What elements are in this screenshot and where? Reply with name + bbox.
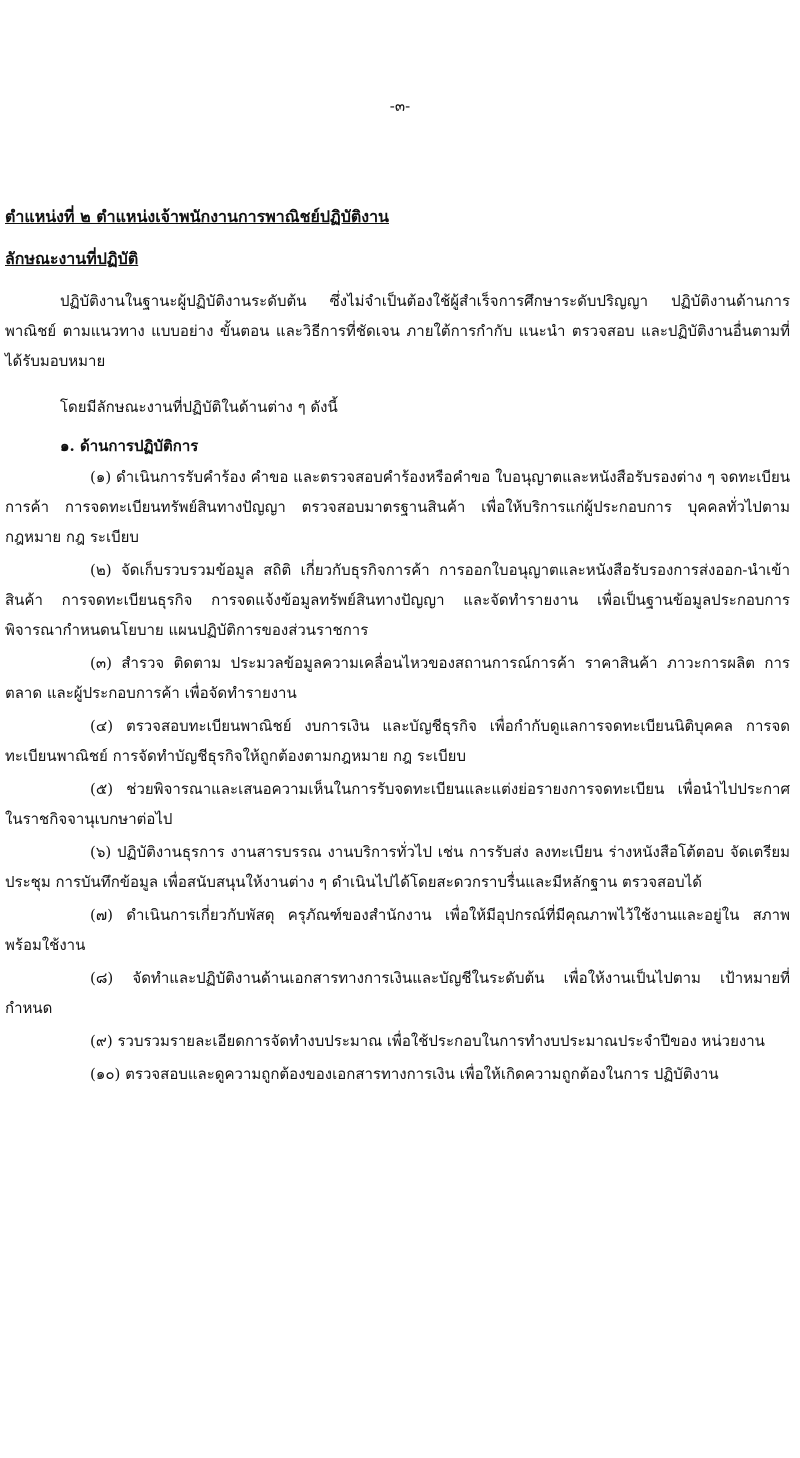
duty-item: (๗) ดำเนินการเกี่ยวกับพัสดุ ครุภัณฑ์ของสำนักงาน เพื่อให้มีอุปกรณ์ที่มีคุณภาพไว้ใช้งานและอยู่ใน สภาพพร้อมใช้งาน — [5, 906, 790, 954]
operations-subheading: ๑. ด้านการปฏิบัติการ — [60, 437, 199, 455]
duty-item: (๓) สำรวจ ติดตาม ประมวลข้อมูลความเคลื่อนไหวของสถานการณ์การค้า ราคาสินค้า ภาวะการผลิต การตลาด และผู้ประกอบการค้า เพื่อจัดทำรายงาน — [5, 654, 790, 702]
duty-item: (๑๐) ตรวจสอบและดูความถูกต้องของเอกสารทางการเงิน เพื่อให้เกิดความถูกต้องในการ ปฏิบัติงาน — [90, 1065, 719, 1083]
duty-item: (๙) รวบรวมรายละเอียดการจัดทำงบประมาณ เพื่อใช้ประกอบในการทำงบประมาณประจำปีของ หน่วยงาน — [90, 1032, 765, 1050]
section-heading: ลักษณะงานที่ปฏิบัติ — [5, 249, 139, 268]
duty-item: (๒) จัดเก็บรวบรวมข้อมูล สถิติ เกี่ยวกับธุรกิจการค้า การออกใบอนุญาตและหนังสือรับรองการส่งออก-นำเข้าสินค้า การจดทะเบียนธุรกิจ การจดแจ้งข้อมูลทรัพย์สินทางปัญญา และจัดทำรายงาน เพื่อเป็นฐานข้อมูลประกอบการพิจารณากำหนดนโยบาย แผนปฏิบัติการของส่วนราชการ — [5, 561, 790, 639]
duty-item: (๖) ปฏิบัติงานธุรการ งานสารบรรณ งานบริการทั่วไป เช่น การรับส่ง ลงทะเบียน ร่างหนังสือโต้ตอบ จัดเตรียมประชุม การบันทึกข้อมูล เพื่อสนับสนุนให้งานต่าง ๆ ดำเนินไปได้โดยสะดวกราบรื่นและมีหลักฐาน ตรวจสอบได้ — [5, 843, 790, 891]
duty-item: (๕) ช่วยพิจารณาและเสนอความเห็นในการรับจดทะเบียนและแต่งย่อรายงการจดทะเบียน เพื่อนำไปประกาศในราชกิจจานุเบกษาต่อไป — [5, 780, 790, 828]
duty-item: (๔) ตรวจสอบทะเบียนพาณิชย์ งบการเงิน และบัญชีธุรกิจ เพื่อกำกับดูแลการจดทะเบียนนิติบุคคล การจดทะเบียนพาณิชย์ การจัดทำบัญชีธุรกิจให้ถูกต้องตามกฎหมาย กฎ ระเบียบ — [5, 717, 790, 765]
duty-list — [5, 462, 790, 1092]
position-title: ตำแหน่งที่ ๒ ตำแหน่งเจ้าพนักงานการพาณิชย์ปฏิบัติงาน — [5, 207, 389, 226]
intro-paragraph-2: โดยมีลักษณะงานที่ปฏิบัติในด้านต่าง ๆ ดังนี้ — [60, 398, 338, 416]
intro-paragraph: ปฏิบัติงานในฐานะผู้ปฏิบัติงานระดับต้น ซึ่งไม่จำเป็นต้องใช้ผู้สำเร็จการศึกษาระดับปริญญา ปฏิบัติงานด้านการพาณิชย์ ตามแนวทาง แบบอย่าง ขั้นตอน และวิธีการที่ชัดเจน ภายใต้การกำกับ แนะนำ ตรวจสอบ และปฏิบัติงานอื่นตามที่ได้รับมอบหมาย — [5, 292, 790, 370]
duty-item: (๘) จัดทำและปฏิบัติงานด้านเอกสารทางการเงินและบัญชีในระดับต้น เพื่อให้งานเป็นไปตาม เป้าหมายที่กำหนด — [5, 969, 790, 1017]
duty-item: (๑) ดำเนินการรับคำร้อง คำขอ และตรวจสอบคำร้องหรือคำขอ ใบอนุญาตและหนังสือรับรองต่าง ๆ จดทะเบียนการค้า การจดทะเบียนทรัพย์สินทางปัญญา ตรวจสอบมาตรฐานสินค้า เพื่อให้บริการแก่ผู้ประกอบการ บุคคลทั่วไปตามกฎหมาย กฎ ระเบียบ — [5, 468, 790, 546]
page-number: -๓- — [389, 97, 411, 115]
